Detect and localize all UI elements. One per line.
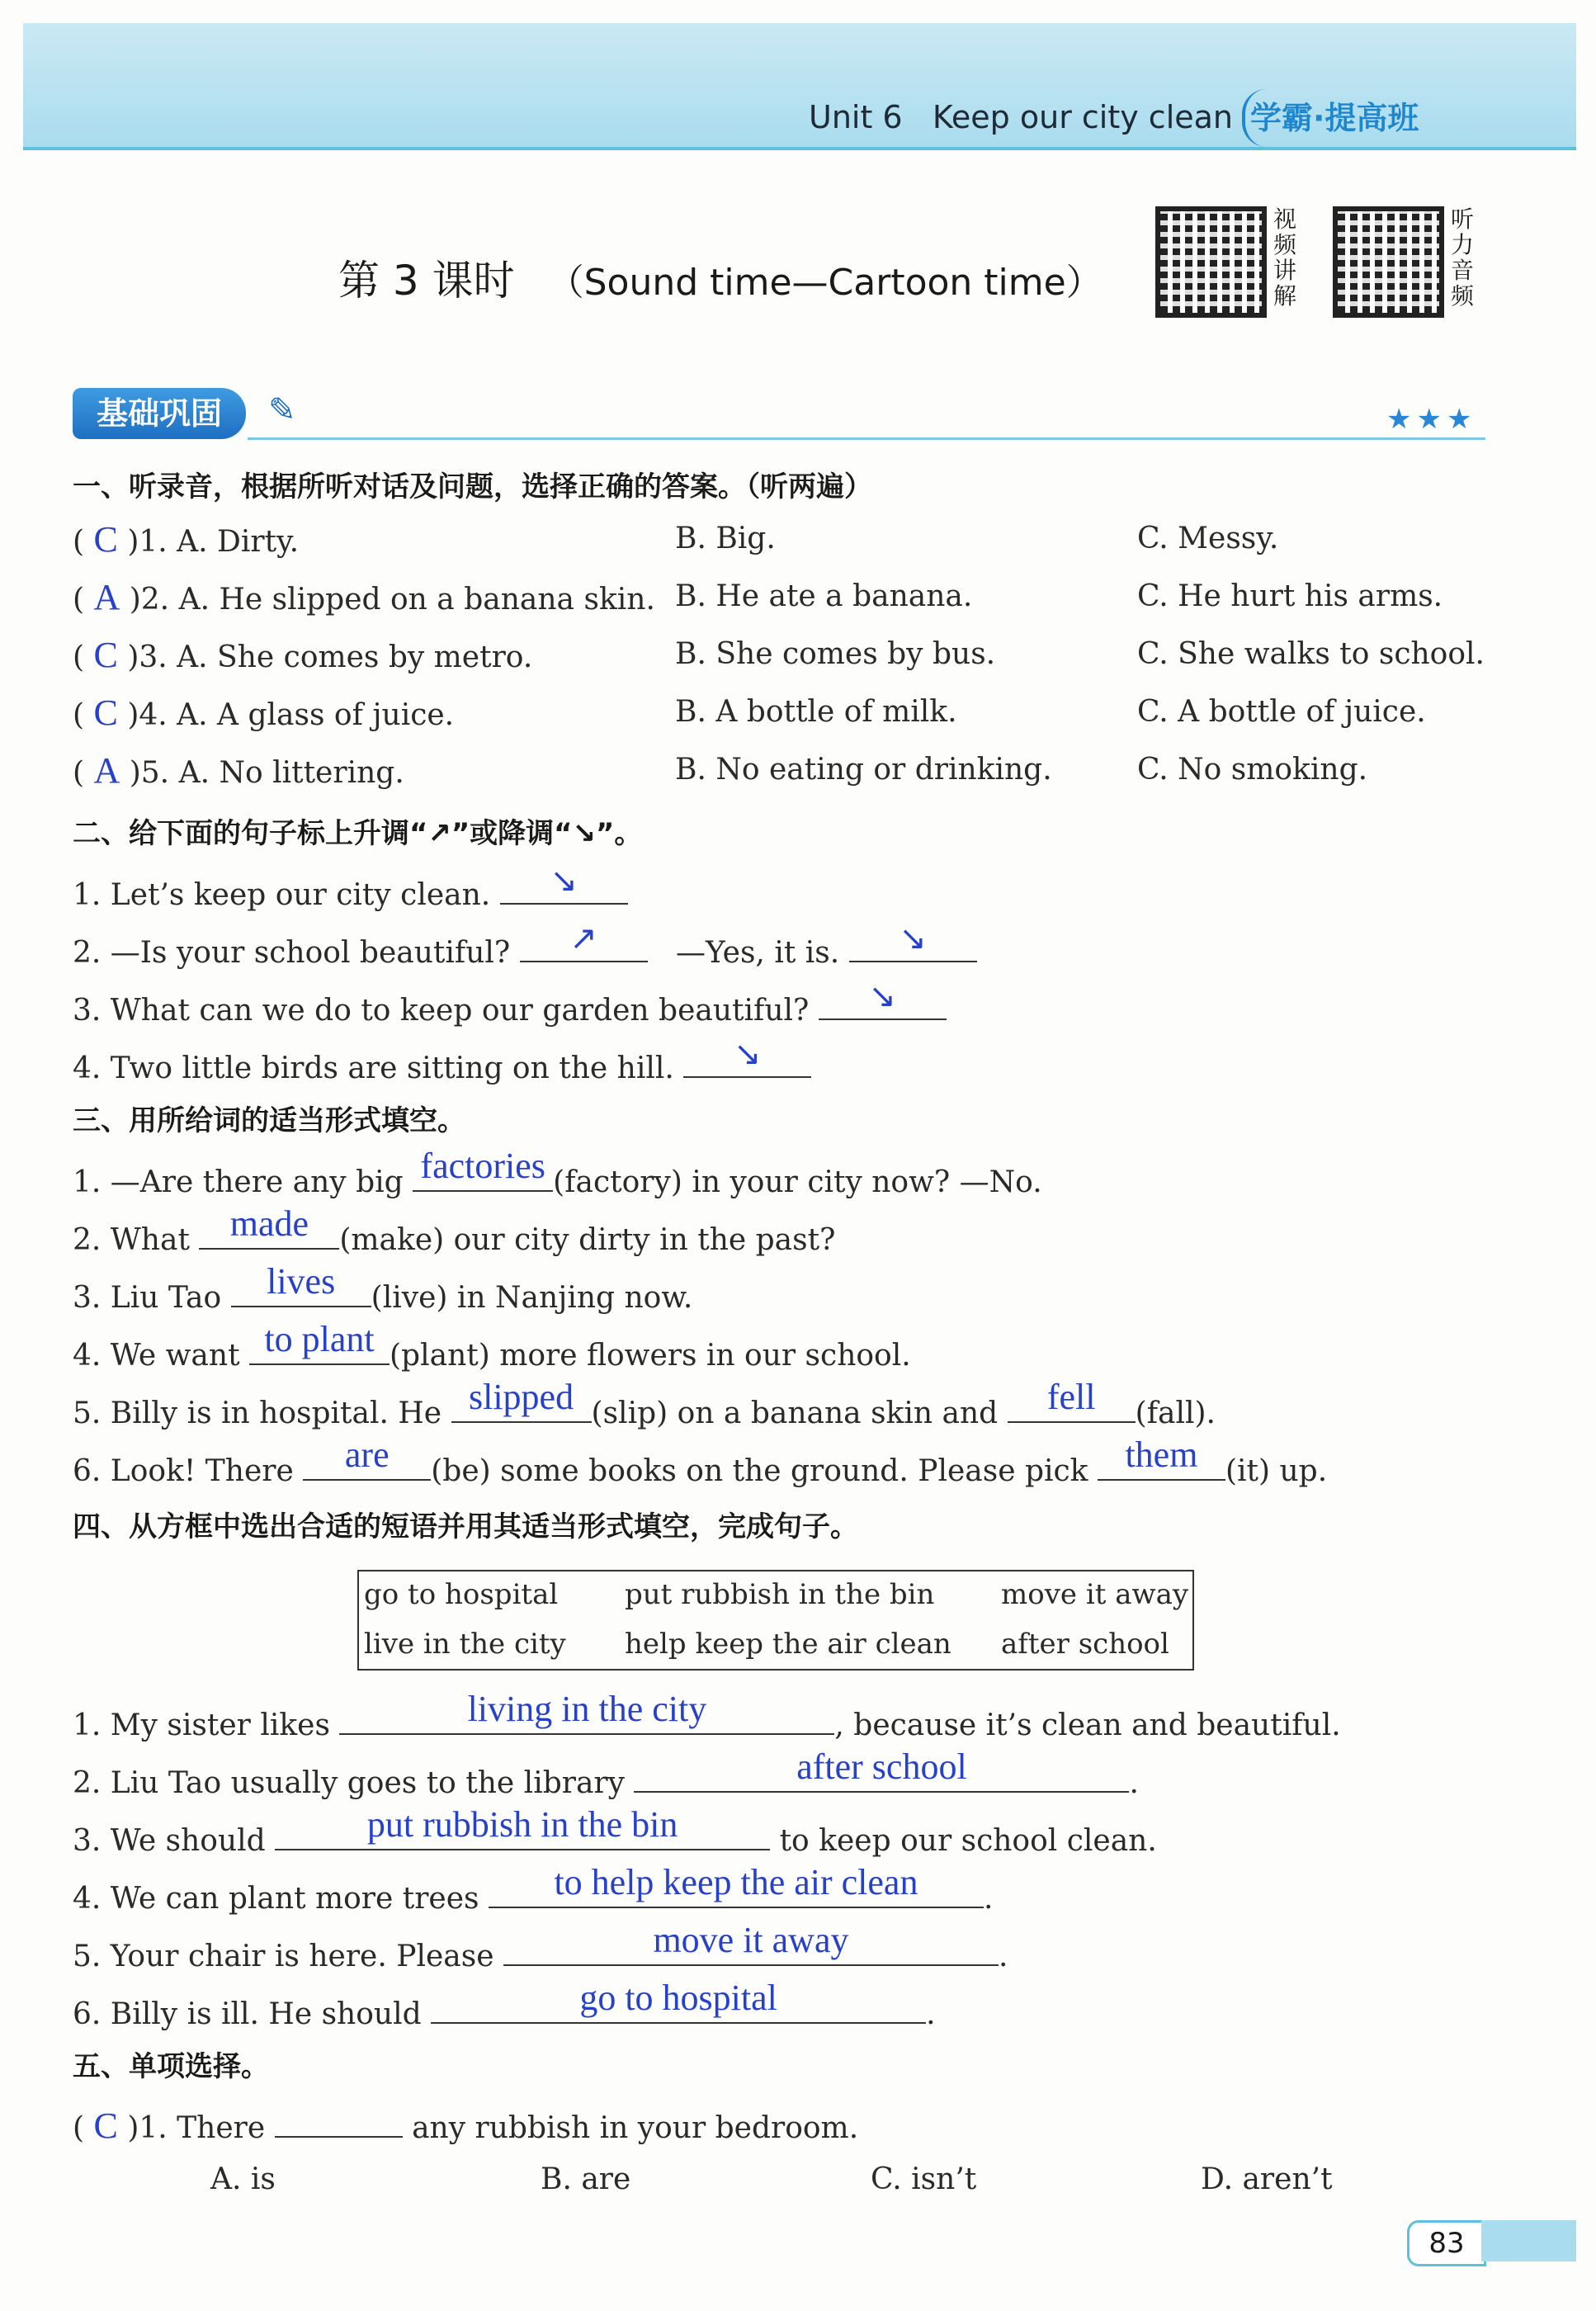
part3-title: 三、用所给词的适当形式填空。 xyxy=(73,1104,465,1137)
part5-option-c: C. isn’t xyxy=(871,2162,977,2196)
part3-item: 3. Liu Tao lives (live) in Nanjing now. xyxy=(73,1261,693,1315)
part3-item: 4. We want to plant (plant) more flowers in our school. xyxy=(73,1319,911,1373)
phrase: after school xyxy=(1001,1628,1169,1661)
part4-item: 4. We can plant more trees to help keep the air clean . xyxy=(73,1862,994,1916)
phrase: go to hospital xyxy=(364,1578,559,1611)
brand-label: 学霸·提高班 xyxy=(1250,100,1419,136)
difficulty-stars: ★★★ xyxy=(1386,403,1477,436)
phrase: live in the city xyxy=(364,1628,566,1661)
part2-title: 二、给下面的句子标上升调“↗”或降调“↘”。 xyxy=(73,817,643,850)
part5-option-d: D. aren’t xyxy=(1201,2162,1333,2196)
section-badge: 基础巩固 xyxy=(73,388,246,439)
unit-title: Unit 6 Keep our city clean xyxy=(809,99,1234,135)
part5-title: 五、单项选择。 xyxy=(73,2050,269,2083)
part3-item: 6. Look! There are (be) some books on the ground. Please pick them (it) up. xyxy=(73,1434,1328,1488)
part4-item: 1. My sister likes living in the city , because it’s clean and beautiful. xyxy=(73,1689,1341,1742)
part2-item: 1. Let’s keep our city clean. ↘ xyxy=(73,867,628,912)
part2-item: 3. What can we do to keep our garden beautiful? ↘ xyxy=(73,982,947,1028)
qr-code-audio-icon[interactable] xyxy=(1333,206,1444,318)
section-divider xyxy=(248,437,1485,440)
part5-option-a: A. is xyxy=(210,2162,276,2196)
part3-item: 2. What made (make) our city dirty in the past? xyxy=(73,1203,836,1257)
part4-item: 2. Liu Tao usually goes to the library after school . xyxy=(73,1746,1139,1800)
phrase-box xyxy=(357,1570,1194,1671)
part5-item: ( C )1. There any rubbish in your bedroom. xyxy=(73,2100,858,2147)
qr-audio-label: 听 力 音 频 xyxy=(1451,206,1475,310)
part2-item: 4. Two little birds are sitting on the hill. ↘ xyxy=(73,1040,811,1085)
pencil-icon: ✎ xyxy=(268,391,296,429)
part4-item: 5. Your chair is here. Please move it away . xyxy=(73,1920,1008,1973)
part5-option-b: B. are xyxy=(541,2162,631,2196)
part2-item: 2. —Is your school beautiful? ↗ —Yes, it is. ↘ xyxy=(73,924,977,970)
part1-title: 一、听录音，根据所听对话及问题，选择正确的答案。（听两遍） xyxy=(73,470,872,503)
page-tab xyxy=(1481,2220,1576,2261)
qr-video-label: 视 频 讲 解 xyxy=(1273,206,1297,310)
phrase: move it away xyxy=(1001,1578,1189,1611)
phrase: help keep the air clean xyxy=(625,1628,951,1661)
phrase: put rubbish in the bin xyxy=(625,1578,935,1611)
part3-item: 5. Billy is in hospital. He slipped (slip) on a banana skin and fell (fall). xyxy=(73,1377,1216,1430)
qr-code-video-icon[interactable] xyxy=(1155,206,1267,318)
part3-item: 1. —Are there any big factories (factory) in your city now? —No. xyxy=(73,1146,1042,1199)
part4-title: 四、从方框中选出合适的短语并用其适当形式填空，完成句子。 xyxy=(73,1510,858,1543)
part4-item: 3. We should put rubbish in the bin to keep our school clean. xyxy=(73,1804,1157,1858)
part4-item: 6. Billy is ill. He should go to hospital . xyxy=(73,1978,936,2031)
page-number: 83 xyxy=(1407,2220,1486,2266)
lesson-title: 第 3 课时 （Sound time—Cartoon time） xyxy=(338,257,1103,305)
